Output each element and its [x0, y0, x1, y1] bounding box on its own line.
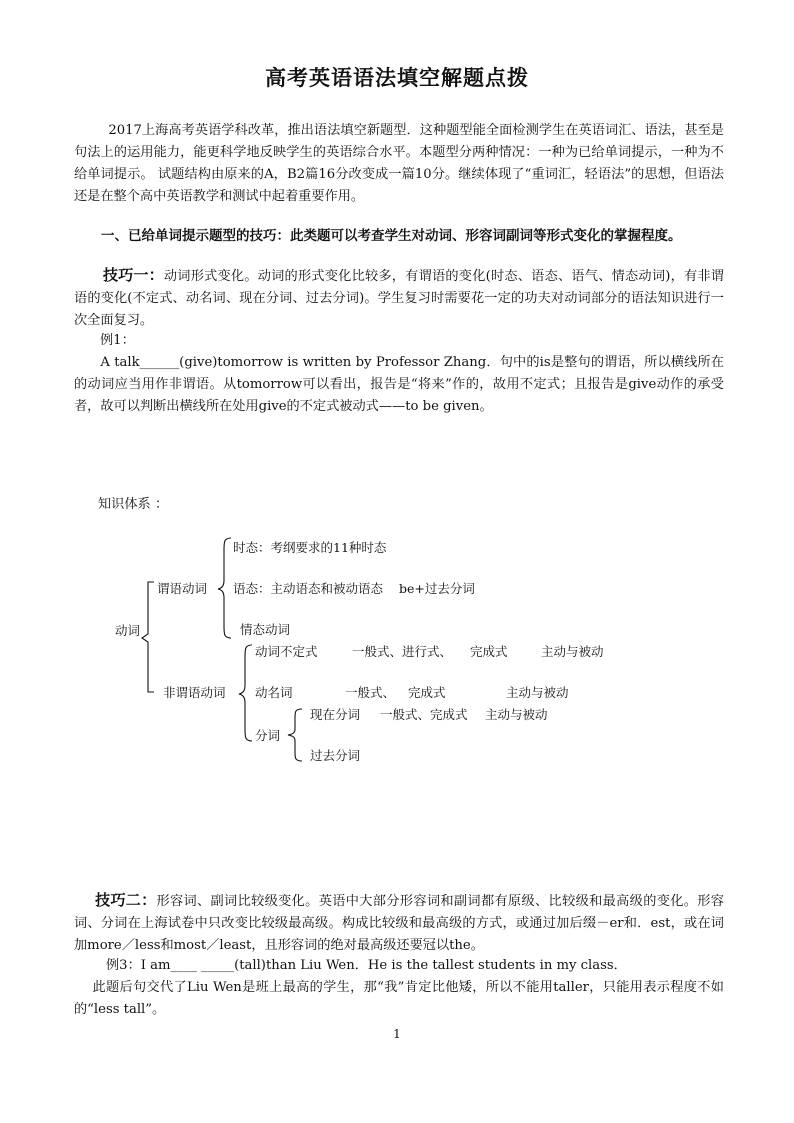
tip2-paragraph — [74, 889, 724, 957]
tip1-label: 技巧一： — [103, 266, 164, 284]
tree-voice-label: 语态：主动语态和被动语态 — [233, 581, 384, 596]
tree-modal: 情态动词 — [240, 622, 291, 637]
participle-brace — [285, 707, 305, 763]
tree-root: 动词 — [115, 623, 141, 638]
page-title: 高考英语语法填空解题点拨 — [265, 65, 529, 90]
tree-nonfinite: 非谓语动词 — [163, 685, 226, 700]
tree-infinitive: 动词不定式 — [255, 644, 318, 659]
knowledge-label: 知识体系 ： — [98, 497, 169, 512]
root-brace — [140, 580, 156, 700]
tree-participle: 分词 — [255, 728, 281, 743]
tip2-text: 形容词、副词比较级变化。英语中大部分形容词和副词都有原级、比较级和最高级的变化。形容词、分词在上海试卷中只改变比较级最高级。构成比较级和最高级的方式，或通过加后缀－er和．est，或在词加more／less和most／least，且形容词的绝对最高级还要冠以the。 — [74, 894, 724, 953]
tree-gerund-perfect: 完成式 — [408, 685, 446, 700]
page-number: 1 — [393, 1027, 401, 1041]
example1-label: 例1： — [100, 333, 135, 348]
tree-present-participle: 现在分词 — [310, 707, 361, 722]
finite-brace — [216, 536, 234, 640]
example1-text: A talk______(give)tomorrow is written by Professor Zhang．句中的is是整句的谓语，所以横线所在的动词应当用作非谓语。从tomorrow可以看出，报告是“将来”作的，故用不定式；且报告是give动作的承受者，故可以判断出横线所在处用give的不定式被动式——to be given。 — [74, 355, 724, 414]
tree-infinitive-row — [255, 642, 604, 660]
tree-voice-extra: be+过去分词 — [399, 581, 475, 596]
tree-infinitive-forms: 一般式、进行式、 — [352, 644, 453, 659]
tree-infinitive-voice: 主动与被动 — [541, 644, 604, 659]
tree-present-row — [310, 705, 548, 723]
nonfinite-brace — [237, 643, 255, 743]
tree-tense: 时态：考纲要求的11种时态 — [233, 540, 387, 555]
example3-text: 例3：I am____ _____(tall)than Liu Wen．He is the tallest students in my class． — [106, 958, 627, 973]
example3-explanation: 此题后句交代了Liu Wen是班上最高的学生，那“我”肯定比他矮，所以不能用taller，只能用表示程度不如的“less tall”。 — [74, 980, 724, 1017]
tree-gerund: 动名词 — [255, 685, 293, 700]
tree-gerund-forms: 一般式、 — [345, 685, 396, 700]
tip1-text: 动词形式变化。动词的形式变化比较多，有谓语的变化(时态、语态、语气、情态动词)，有非谓语的变化(不定式、动名词、现在分词、过去分词)。学生复习时需要花一定的功夫对动词部分的语法知识进行一次全面复习。 — [74, 269, 724, 328]
tree-infinitive-perfect: 完成式 — [470, 644, 508, 659]
tree-finite: 谓语动词 — [157, 581, 208, 596]
tree-gerund-voice: 主动与被动 — [506, 685, 569, 700]
tree-present-forms: 一般式、完成式 — [380, 707, 468, 722]
section-heading: 一、已给单词提示题型的技巧：此类题可以考查学生对动词、形容词副词等形式变化的掌握程度。 — [101, 228, 682, 244]
tree-gerund-row — [255, 683, 569, 701]
intro-paragraph: 2017上海高考英语学科改革，推出语法填空新题型．这种题型能全面检测学生在英语词汇、语法，甚至是句法上的运用能力，能更科学地反映学生的英语综合水平。本题型分两种情况：一种为已给单词提示，一种为不给单词提示。 试题结构由原来的A，B2篇16分改变成一篇10分。继续体现了“重词汇，轻语法”的思想，但语法还是在整个高中英语教学和测试中起着重要作用。 — [74, 123, 724, 204]
tip1-paragraph — [74, 264, 724, 332]
tree-present-voice: 主动与被动 — [485, 707, 548, 722]
tree-past-participle: 过去分词 — [310, 748, 361, 763]
tip2-label: 技巧二： — [95, 891, 157, 909]
tree-voice — [233, 579, 475, 597]
